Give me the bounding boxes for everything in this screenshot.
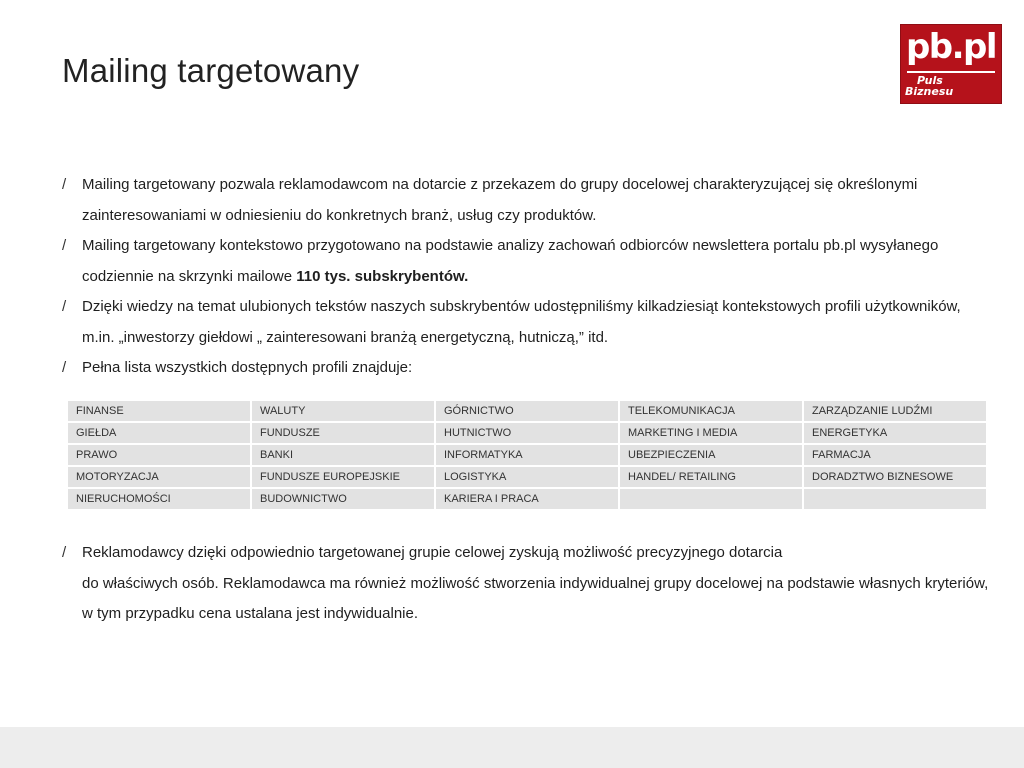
bullet-marker: / bbox=[62, 359, 67, 376]
table-cell: HANDEL/ RETAILING bbox=[620, 467, 802, 487]
bullet-item bbox=[62, 231, 992, 292]
bullet-text-line: do właściwych osób. Reklamodawca ma również możliwość stworzenia indywidualnej grupy docelowej na podstawie własnych kryteriów, w tym przypadku cena ustalana jest indywidualnie. bbox=[82, 574, 989, 622]
subscriber-count-emphasis: 110 tys. subskrybentów. bbox=[296, 267, 469, 285]
table-row bbox=[68, 445, 986, 465]
table-cell: DORADZTWO BIZNESOWE bbox=[804, 467, 986, 487]
table-cell: KARIERA I PRACA bbox=[436, 489, 618, 509]
bullet-text: Mailing targetowany pozwala reklamodawcom na dotarcie z przekazem do grupy docelowej charakteryzującej się określonymi zainteresowaniami w odniesieniu do konkretnych branż, usług czy produktów. bbox=[82, 176, 918, 224]
table-cell: GIEŁDA bbox=[68, 423, 250, 443]
table-cell: WALUTY bbox=[252, 401, 434, 421]
table-cell: BUDOWNICTWO bbox=[252, 489, 434, 509]
table-row bbox=[68, 467, 986, 487]
profiles-table bbox=[66, 399, 988, 511]
bullet-marker: / bbox=[62, 176, 67, 193]
bullet-marker: / bbox=[62, 237, 67, 254]
logo-divider bbox=[907, 71, 995, 73]
bullet-list bbox=[62, 170, 992, 384]
table-cell: UBEZPIECZENIA bbox=[620, 445, 802, 465]
bullet-marker: / bbox=[62, 298, 67, 315]
bullet-text-with-emphasis bbox=[82, 231, 992, 292]
table-cell-empty bbox=[620, 489, 802, 509]
table-cell: ENERGETYKA bbox=[804, 423, 986, 443]
table-cell-empty bbox=[804, 489, 986, 509]
table-cell: LOGISTYKA bbox=[436, 467, 618, 487]
table-row bbox=[68, 489, 986, 509]
table-cell: HUTNICTWO bbox=[436, 423, 618, 443]
table-cell: ZARZĄDZANIE LUDŹMI bbox=[804, 401, 986, 421]
table-cell: GÓRNICTWO bbox=[436, 401, 618, 421]
bullet-item bbox=[62, 538, 992, 630]
bullet-text: Dzięki wiedzy na temat ulubionych tekstów naszych subskrybentów udostępniliśmy kilkadziesiąt kontekstowych profili użytkowników, m.in. „inwestorzy giełdowi „ zainteresowani branżą energetyczną, hutniczą,” itd. bbox=[82, 298, 961, 346]
table-cell: INFORMATYKA bbox=[436, 445, 618, 465]
pb-pl-logo bbox=[900, 24, 1002, 104]
table-cell: FUNDUSZE bbox=[252, 423, 434, 443]
table-cell: FUNDUSZE EUROPEJSKIE bbox=[252, 467, 434, 487]
table-cell: MOTORYZACJA bbox=[68, 467, 250, 487]
table-cell: FARMACJA bbox=[804, 445, 986, 465]
table-cell: BANKI bbox=[252, 445, 434, 465]
table-cell: FINANSE bbox=[68, 401, 250, 421]
logo-main-text: pb.pl bbox=[905, 27, 997, 67]
closing-bullet-list bbox=[62, 538, 992, 630]
bullet-text-block bbox=[82, 538, 992, 630]
table-cell: PRAWO bbox=[68, 445, 250, 465]
table-cell: NIERUCHOMOŚCI bbox=[68, 489, 250, 509]
slide-title: Mailing targetowany bbox=[62, 52, 360, 89]
bullet-item bbox=[62, 353, 992, 384]
table-row bbox=[68, 423, 986, 443]
table-cell: TELEKOMUNIKACJA bbox=[620, 401, 802, 421]
footer-band bbox=[0, 727, 1024, 768]
logo-sub-text-2: Biznesu bbox=[905, 85, 954, 98]
bullet-item bbox=[62, 170, 992, 231]
logo-sub-text-1: Puls bbox=[917, 74, 943, 87]
table-row bbox=[68, 401, 986, 421]
bullet-item bbox=[62, 292, 992, 353]
bullet-text: Mailing targetowany kontekstowo przygotowano na podstawie analizy zachowań odbiorców newslettera portalu pb.pl wysyłanego codziennie na skrzynki mailowe bbox=[82, 237, 939, 285]
table-cell: MARKETING I MEDIA bbox=[620, 423, 802, 443]
bullet-text-line: Reklamodawcy dzięki odpowiednio targetowanej grupie celowej zyskują możliwość precyzyjnego dotarcia bbox=[82, 544, 783, 561]
bullet-text: Pełna lista wszystkich dostępnych profili znajduje: bbox=[82, 359, 413, 376]
bullet-marker: / bbox=[62, 544, 67, 561]
